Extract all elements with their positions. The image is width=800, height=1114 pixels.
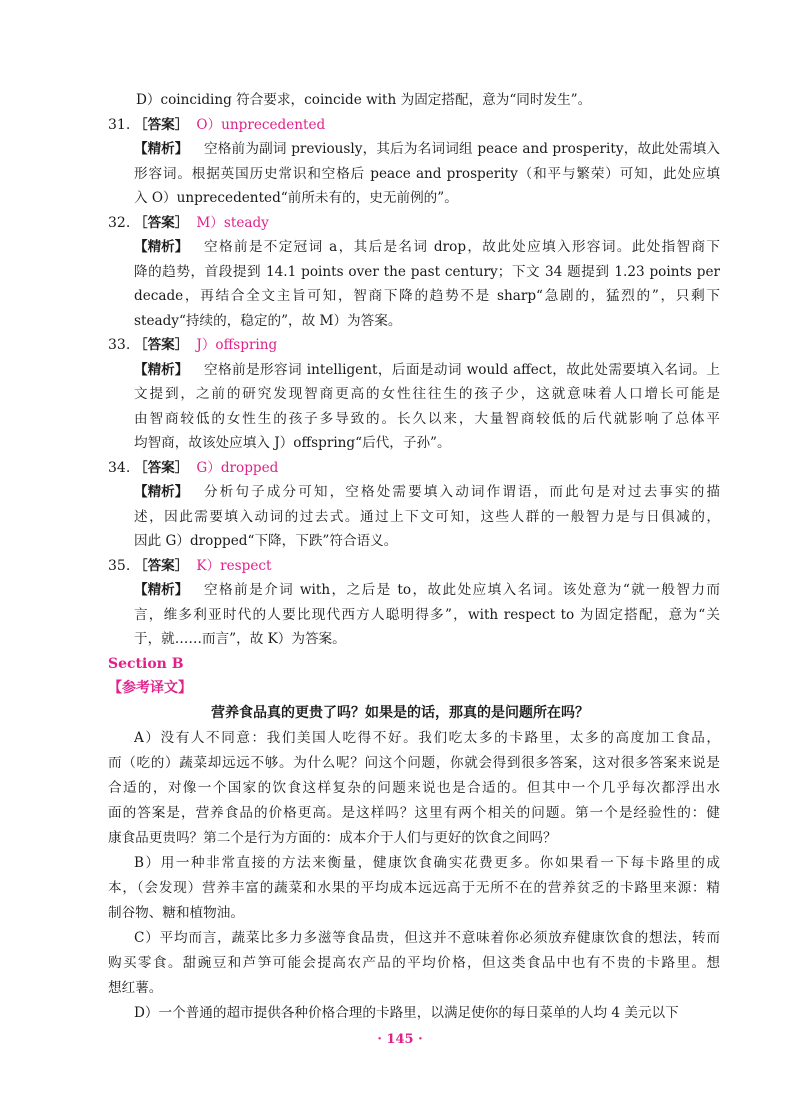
analysis-line: 空格前是介词 with，之后是 to，故此处应填入名词。该处意为“就一般智力而 xyxy=(204,582,720,598)
answer-tag: ［答案］ xyxy=(134,459,189,476)
item-number: 32. xyxy=(108,214,131,231)
analysis-tag: 【精析】 xyxy=(134,484,189,500)
paragraph-line: 而（吃的）蔬菜却远远不够。为什么呢？问这个问题，你就会得到很多答案，这对很多答案来说是 xyxy=(108,755,720,771)
paragraph-line: D）一个普通的超市提供各种价格合理的卡路里，以满足使你的每日菜单的人均 4 美元以下 xyxy=(134,1005,679,1021)
item-number: 35. xyxy=(108,557,131,574)
answer-tag: ［答案］ xyxy=(134,116,189,133)
analysis-line: decade，再结合全文主旨可知，智商下降的趋势不是 sharp“急剧的，猛烈的”，只剩下 xyxy=(134,288,720,304)
article-title: 营养食品真的更贵了吗？如果是的话，那真的是问题所在吗？ xyxy=(211,704,589,721)
answer-row xyxy=(134,456,278,480)
analysis-line: 空格前为副词 previously，其后为名词词组 peace and prosperity，故此处需填入 xyxy=(204,141,720,157)
paragraph-line: 本，（会发现）营养丰富的蔬菜和水果的平均成本远远高于无所不在的营养贫乏的卡路里来源：精 xyxy=(108,880,720,896)
paragraph-line: 面的答案是，营养食品的价格更高。是这样吗？这里有两个相关的问题。第一个是经验性的：健 xyxy=(108,805,720,821)
paragraph-line: B）用一种非常直接的方法来衡量，健康饮食确实花费更多。你如果看一下每卡路里的成 xyxy=(134,855,720,871)
analysis-tag: 【精析】 xyxy=(134,361,189,378)
analysis-line: 入 O）unprecedented“前所未有的，史无前例的”。 xyxy=(134,190,458,206)
analysis-line: 分析句子成分可知，空格处需要填入动词作谓语，而此句是对过去事实的描 xyxy=(204,484,720,500)
answer-tag: ［答案］ xyxy=(134,337,189,353)
paragraph-line: 购买零食。甜豌豆和芦笋可能会提高农产品的平均价格，但这类食品中也有不贵的卡路里。想 xyxy=(108,955,720,971)
paragraph-line: A）没有人不同意：我们美国人吃得不好。我们吃太多的卡路里，太多的高度加工食品， xyxy=(134,730,720,746)
answer-value: O）unprecedented xyxy=(196,116,326,133)
answer-tag: ［答案］ xyxy=(134,557,189,574)
analysis-tag: 【精析】 xyxy=(134,239,189,255)
analysis-line: 均智商，故该处应填入 J）offspring“后代，子孙”。 xyxy=(134,435,451,451)
answer-value: G）dropped xyxy=(196,459,279,476)
paragraph-line: 合适的，对像一个国家的饮食这样复杂的问题来说也是合适的。但其中一个几乎每次都浮出水 xyxy=(108,780,720,796)
answer-row xyxy=(134,211,269,235)
analysis-line: 由智商较低的女性生的孩子多导致的。长久以来，大量智商较低的后代就影响了总体平 xyxy=(134,410,720,427)
analysis-tag: 【精析】 xyxy=(134,141,189,157)
answer-tag: ［答案］ xyxy=(134,214,189,231)
item-number: 34. xyxy=(108,459,131,476)
answer-row xyxy=(134,554,271,578)
answer-value: K）respect xyxy=(196,557,272,574)
analysis-line: 形容词。根据英国历史常识和空格后 peace and prosperity（和平与繁荣）可知，此处应填 xyxy=(134,165,720,182)
paragraph-line: C）平均而言，蔬菜比多力多滋等食品贵，但这并不意味着你必须放弃健康饮食的想法，转而 xyxy=(134,930,720,946)
analysis-line: steady“持续的，稳定的”，故 M）为答案。 xyxy=(134,312,402,329)
paragraph-line: 想红薯。 xyxy=(108,980,163,996)
paragraph-line: 制谷物、糖和植物油。 xyxy=(108,905,244,921)
analysis-line: 文提到，之前的研究发现智商更高的女性往往生的孩子少，这就意味着人口增长可能是 xyxy=(134,386,720,402)
answer-row xyxy=(134,333,277,357)
paragraph-line: 康食品更贵吗？第二个是行为方面的：成本介于人们与更好的饮食之间吗？ xyxy=(108,830,557,846)
analysis-line: 降的趋势，首段提到 14.1 points over the past century；下文 34 题提到 1.23 points per xyxy=(134,263,720,280)
answer-row xyxy=(134,113,325,137)
continuation-line: D）coinciding 符合要求，coincide with 为固定搭配，意为“同时发生”。 xyxy=(136,92,592,108)
analysis-line: 于，就……而言”，故 K）为答案。 xyxy=(134,631,346,647)
reference-translation-tag: 【参考译文】 xyxy=(108,680,192,696)
section-heading: Section B xyxy=(108,655,184,672)
analysis-tag: 【精析】 xyxy=(134,582,189,598)
analysis-line: 因此 G）dropped“下降，下跌”符合语义。 xyxy=(134,533,398,549)
analysis-line: 空格前是形容词 intelligent，后面是动词 would affect，故此处需要填入名词。上 xyxy=(204,361,720,378)
analysis-line: 空格前是不定冠词 a，其后是名词 drop，故此处应填入形容词。此处指智商下 xyxy=(204,239,720,255)
answer-value: J）offspring xyxy=(196,337,278,353)
analysis-line: 言，维多利亚时代的人要比现代西方人聪明得多”，with respect to 为固定搭配，意为“关 xyxy=(134,606,720,623)
item-number: 31. xyxy=(108,116,131,133)
answer-value: M）steady xyxy=(196,214,269,231)
analysis-line: 述，因此需要填入动词的过去式。通过上下文可知，这些人群的一般智力是与日俱减的， xyxy=(134,508,720,525)
page-number: · 145 · xyxy=(377,1032,423,1047)
item-number: 33. xyxy=(108,337,131,353)
